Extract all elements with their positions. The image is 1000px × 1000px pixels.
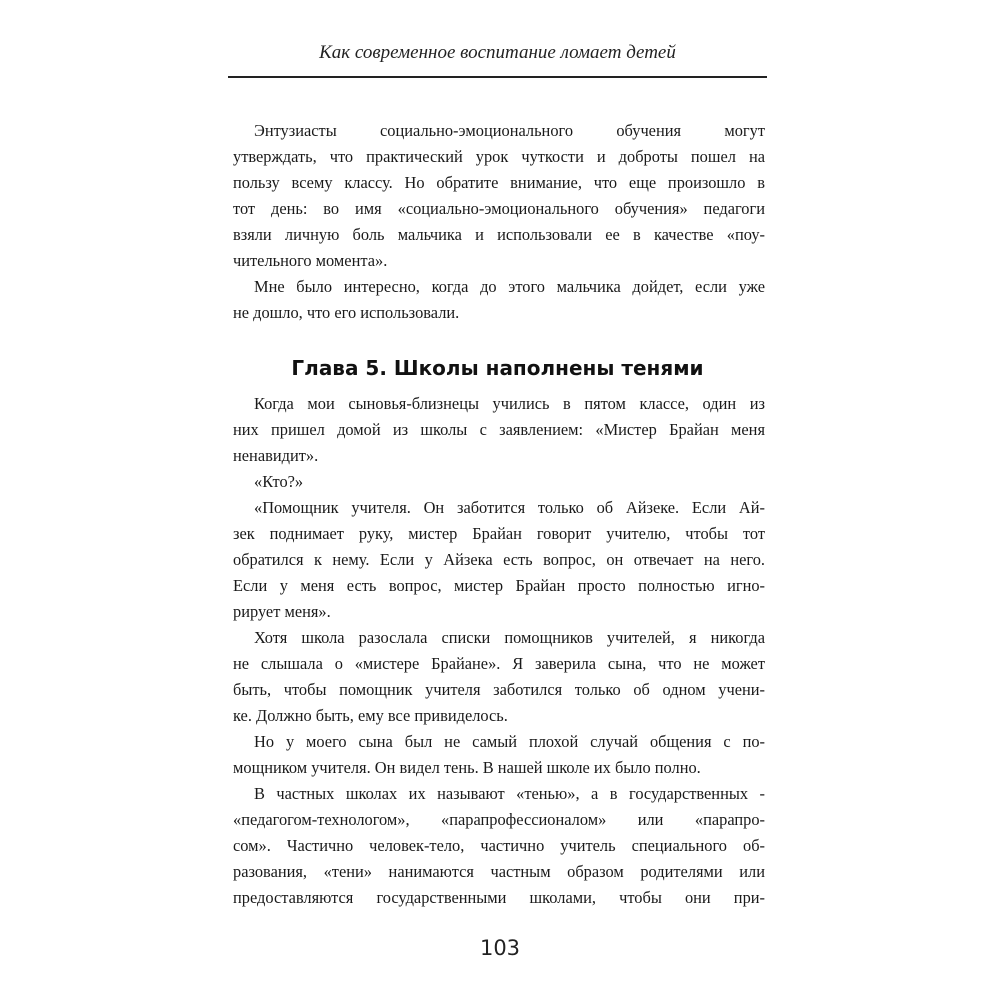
text-line: не слышала о «мистере Брайане». Я заверила сына, что не может [233,654,765,673]
text-line: предоставляются государственными школами, чтобы они при- [233,888,765,907]
text-section-before-heading [233,118,765,326]
paragraph [233,625,765,729]
paragraph [233,274,765,326]
text-line: утверждать, что практический урок чуткости и доброты пошел на [233,147,765,166]
text-line: Мне было интересно, когда до этого мальчика дойдет, если уже [254,277,765,296]
paragraph [233,729,765,781]
text-line: «Кто?» [254,472,304,491]
text-line: сом». Частично человек-тело, частично учитель специального об- [233,836,765,855]
text-line: тот день: во имя «социально-эмоционального обучения» педагоги [233,199,765,218]
running-header: Как современное воспитание ломает детей [319,42,676,63]
text-line: разования, «тени» нанимаются частным образом родителями или [233,862,765,881]
text-line: Если у меня есть вопрос, мистер Брайан просто полностью игно- [233,576,765,595]
text-line: «педагогом-технологом», «парапрофессионалом» или «парапро- [233,810,765,829]
text-line: зек поднимает руку, мистер Брайан говорит учителю, чтобы тот [233,524,765,543]
text-line: мощником учителя. Он видел тень. В нашей школе их было полно. [233,758,701,777]
text-line: пользу всему классу. Но обратите внимание, что еще произошло в [233,173,765,192]
text-line: не дошло, что его использовали. [233,303,460,322]
text-line: ненавидит». [233,446,319,465]
text-line: рирует меня». [233,602,331,621]
paragraph [233,495,765,625]
paragraph [233,118,765,274]
text-line: быть, чтобы помощник учителя заботился только об одном учени- [233,680,765,699]
text-line: Энтузиасты социально-эмоционального обучения могут [254,121,765,140]
text-line: В частных школах их называют «тенью», а в государственных - [254,784,765,803]
paragraph [233,781,765,911]
chapter-heading: Глава 5. Школы наполнены тенями [291,356,704,380]
header-divider [228,76,767,78]
paragraph [233,469,765,495]
text-line: Когда мои сыновья-близнецы учились в пятом классе, один из [254,394,765,413]
page-number: 103 [479,936,521,960]
text-line: чительного момента». [233,251,388,270]
text-line: Но у моего сына был не самый плохой случай общения с по- [254,732,765,751]
text-line: взяли личную боль мальчика и использовали ее в качестве «поу- [233,225,765,244]
text-line: них пришел домой из школы с заявлением: «Мистер Брайан меня [233,420,765,439]
text-line: «Помощник учителя. Он заботится только об Айзеке. Если Ай- [254,498,765,517]
text-line: ке. Должно быть, ему все привиделось. [233,706,508,725]
paragraph [233,391,765,469]
text-section-after-heading [233,391,765,911]
text-line: Хотя школа разослала списки помощников учителей, я никогда [254,628,765,647]
text-line: обратился к нему. Если у Айзека есть вопрос, он отвечает на него. [233,550,765,569]
